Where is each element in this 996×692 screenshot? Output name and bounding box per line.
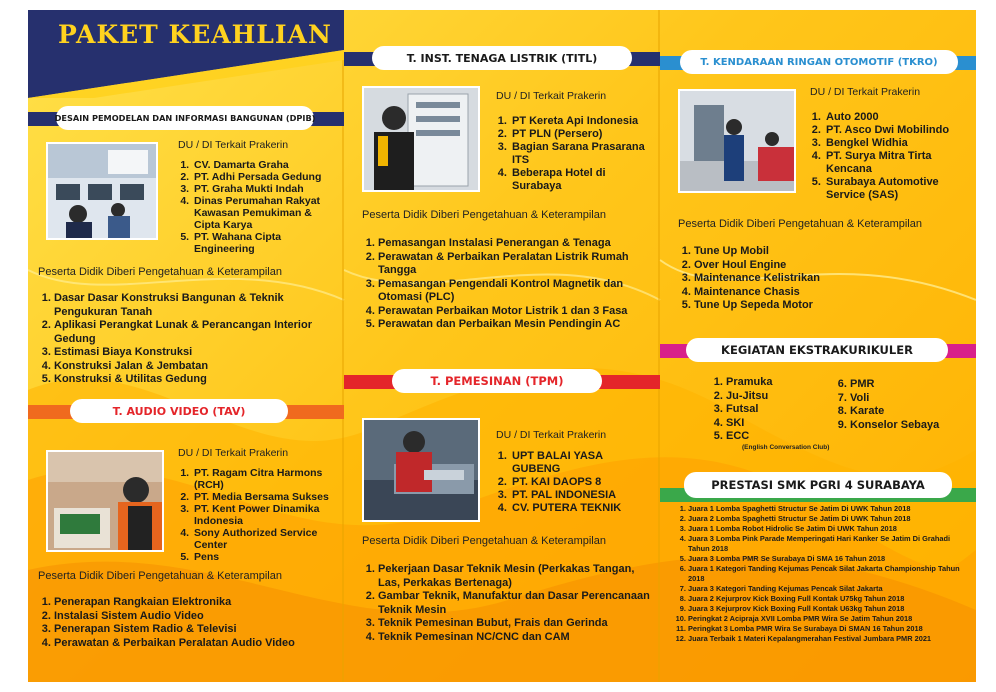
list-item: 1. Pemasangan Instalasi Penerangan & Tenaga bbox=[378, 237, 656, 251]
list-item: 4. Sony Authorized Service Center bbox=[192, 527, 334, 551]
tpm-title: T. PEMESINAN (TPM) bbox=[392, 369, 602, 393]
ekstra-left-list bbox=[710, 376, 830, 444]
list-item: 2. Over Houl Engine bbox=[694, 259, 968, 273]
column-left bbox=[28, 10, 344, 682]
list-item: 5. Juara 3 Lomba PMR Se Surabaya Di SMA 16 Tahun 2018 bbox=[688, 554, 970, 564]
tav-title: T. AUDIO VIDEO (TAV) bbox=[70, 399, 288, 423]
ekstra-title: KEGIATAN EKSTRAKURIKULER bbox=[686, 338, 948, 362]
list-item: 2. Aplikasi Perangkat Lunak & Perancangan Interior Gedung bbox=[54, 319, 338, 346]
list-item: 5. ECC bbox=[726, 430, 830, 444]
tkro-skills-list bbox=[678, 245, 968, 313]
list-item: 4. Juara 3 Lomba Pink Parade Memperingati Hari Kanker Se Jatim Di Grahadi Tahun 2018 bbox=[688, 534, 970, 554]
list-item: 4. Maintenance Chasis bbox=[694, 286, 968, 300]
list-item: 3. Bengkel Widhia bbox=[824, 137, 966, 150]
list-item: 5. Perawatan dan Perbaikan Mesin Pendingin AC bbox=[378, 318, 656, 332]
titl-skills-label: Peserta Didik Diberi Pengetahuan & Keterampilan bbox=[362, 209, 606, 221]
column-right bbox=[660, 10, 976, 682]
tav-du-list bbox=[178, 467, 334, 563]
tkro-title: T. KENDARAAN RINGAN OTOMOTIF (TKRO) bbox=[680, 50, 958, 74]
list-item: 9. Juara 3 Kejurprov Kick Boxing Full Kontak U63kg Tahun 2018 bbox=[688, 604, 970, 614]
list-item: 3. Penerapan Sistem Radio & Televisi bbox=[54, 623, 338, 637]
dpib-photo bbox=[46, 142, 158, 240]
tpm-skills-list bbox=[362, 563, 656, 644]
list-item: 2. Perawatan & Perbaikan Peralatan Listrik Rumah Tangga bbox=[378, 251, 656, 278]
tpm-skills-label: Peserta Didik Diberi Pengetahuan & Keterampilan bbox=[362, 535, 606, 547]
list-item: 4. PT. Surya Mitra Tirta Kencana bbox=[824, 150, 966, 176]
list-item: 9. Konselor Sebaya bbox=[850, 419, 974, 433]
brochure-sheet bbox=[28, 10, 976, 682]
list-item: 2. Gambar Teknik, Manufaktur dan Dasar Perencanaan Teknik Mesin bbox=[378, 590, 656, 617]
list-item: 11. Peringkat 3 Lomba PMR Wira Se Surabaya Di SMAN 16 Tahun 2018 bbox=[688, 624, 970, 634]
list-item: 6. Juara 1 Kategori Tanding Kejumas Pencak Silat Jakarta Championship Tahun 2018 bbox=[688, 564, 970, 584]
tpm-photo bbox=[362, 418, 480, 522]
list-item: 2. Instalasi Sistem Audio Video bbox=[54, 610, 338, 624]
list-item: 4. Beberapa Hotel di Surabaya bbox=[510, 167, 646, 193]
list-item: 3. Maintenance Kelistrikan bbox=[694, 272, 968, 286]
tkro-du-label: DU / DI Terkait Prakerin bbox=[810, 86, 921, 98]
list-item: 1. CV. Damarta Graha bbox=[192, 159, 328, 171]
dpib-skills-label: Peserta Didik Diberi Pengetahuan & Keterampilan bbox=[38, 266, 282, 278]
dpib-du-list bbox=[178, 159, 328, 255]
list-item: 2. PT. KAI DAOPS 8 bbox=[510, 476, 646, 489]
titl-title: T. INST. TENAGA LISTRIK (TITL) bbox=[372, 46, 632, 70]
list-item: 6. PMR bbox=[850, 378, 974, 392]
list-item: 1. Dasar Dasar Konstruksi Bangunan & Teknik Pengukuran Tanah bbox=[54, 292, 338, 319]
list-item: 3. PT. Graha Mukti Indah bbox=[192, 183, 328, 195]
tav-skills-label: Peserta Didik Diberi Pengetahuan & Keterampilan bbox=[38, 570, 282, 582]
list-item: 3. Juara 1 Lomba Robot Hidrolic Se Jatim Di UWK Tahun 2018 bbox=[688, 524, 970, 534]
list-item: 1. Juara 1 Lomba Spaghetti Structur Se Jatim Di UWK Tahun 2018 bbox=[688, 504, 970, 514]
dpib-du-label: DU / DI Terkait Prakerin bbox=[178, 139, 289, 151]
list-item: 4. Perawatan & Perbaikan Peralatan Audio Video bbox=[54, 637, 338, 651]
titl-photo bbox=[362, 86, 480, 192]
list-item: 1. Pekerjaan Dasar Teknik Mesin (Perkakas Tangan, Las, Perkakas Bertenaga) bbox=[378, 563, 656, 590]
column-middle bbox=[344, 10, 660, 682]
tpm-du-label: DU / DI Terkait Prakerin bbox=[496, 429, 607, 441]
list-item: 1. Tune Up Mobil bbox=[694, 245, 968, 259]
list-item: 5. Tune Up Sepeda Motor bbox=[694, 299, 968, 313]
main-title: PAKET KEAHLIAN bbox=[58, 20, 332, 49]
titl-skills-list bbox=[362, 237, 656, 332]
list-item: 4. Dinas Perumahan Rakyat Kawasan Pemukiman & Cipta Karya bbox=[192, 195, 328, 231]
list-item: 4. CV. PUTERA TEKNIK bbox=[510, 502, 646, 515]
tav-skills-list bbox=[38, 596, 338, 650]
list-item: 3. Pemasangan Pengendali Kontrol Magnetik dan Otomasi (PLC) bbox=[378, 278, 656, 305]
list-item: 8. Juara 2 Kejurprov Kick Boxing Full Kontak U75kg Tahun 2018 bbox=[688, 594, 970, 604]
tpm-du-list bbox=[496, 450, 646, 515]
list-item: 2. PT. Media Bersama Sukses bbox=[192, 491, 334, 503]
list-item: 4. Perawatan Perbaikan Motor Listrik 1 dan 3 Fasa bbox=[378, 305, 656, 319]
list-item: 3. Teknik Pemesinan Bubut, Frais dan Gerinda bbox=[378, 617, 656, 631]
list-item: 12. Juara Terbaik 1 Materi Kepalangmerahan Festival Jumbara PMR 2021 bbox=[688, 634, 970, 644]
list-item: 1. Auto 2000 bbox=[824, 111, 966, 124]
list-item: 4. Teknik Pemesinan NC/CNC dan CAM bbox=[378, 631, 656, 645]
titl-du-list bbox=[496, 115, 646, 193]
list-item: 5. PT. Wahana Cipta Engineering bbox=[192, 231, 328, 255]
prestasi-title: PRESTASI SMK PGRI 4 SURABAYA bbox=[684, 472, 952, 498]
list-item: 1. Pramuka bbox=[726, 376, 830, 390]
list-item: 7. Juara 3 Kategori Tanding Kejumas Pencak Silat Jakarta bbox=[688, 584, 970, 594]
ekstra-note: (English Conversation Club) bbox=[742, 444, 830, 451]
tkro-du-list bbox=[810, 111, 966, 202]
list-item: 5. Konstruksi & Utilitas Gedung bbox=[54, 373, 338, 387]
list-item: 5. Surabaya Automotive Service (SAS) bbox=[824, 176, 966, 202]
list-item: 8. Karate bbox=[850, 405, 974, 419]
dpib-title: DESAIN PEMODELAN DAN INFORMASI BANGUNAN (DPIB) bbox=[56, 106, 314, 130]
list-item: 3. Bagian Sarana Prasarana ITS bbox=[510, 141, 646, 167]
list-item: 1. UPT BALAI YASA GUBENG bbox=[510, 450, 646, 476]
list-item: 3. Estimasi Biaya Konstruksi bbox=[54, 346, 338, 360]
list-item: 3. PT. PAL INDONESIA bbox=[510, 489, 646, 502]
titl-du-label: DU / DI Terkait Prakerin bbox=[496, 90, 607, 102]
list-item: 2. Juara 2 Lomba Spaghetti Structur Se Jatim Di UWK Tahun 2018 bbox=[688, 514, 970, 524]
list-item: 4. Konstruksi Jalan & Jembatan bbox=[54, 360, 338, 374]
list-item: 2. PT. Asco Dwi Mobilindo bbox=[824, 124, 966, 137]
list-item: 3. PT. Kent Power Dinamika Indonesia bbox=[192, 503, 334, 527]
list-item: 1. PT. Ragam Citra Harmons (RCH) bbox=[192, 467, 334, 491]
tav-photo bbox=[46, 450, 164, 552]
prestasi-list bbox=[674, 504, 970, 644]
list-item: 3. Futsal bbox=[726, 403, 830, 417]
list-item: 2. Ju-Jitsu bbox=[726, 390, 830, 404]
list-item: 4. SKI bbox=[726, 417, 830, 431]
list-item: 7. Voli bbox=[850, 392, 974, 406]
tkro-skills-label: Peserta Didik Diberi Pengetahuan & Keterampilan bbox=[678, 218, 922, 230]
list-item: 2. PT. Adhi Persada Gedung bbox=[192, 171, 328, 183]
dpib-skills-list bbox=[38, 292, 338, 387]
tkro-photo bbox=[678, 89, 796, 193]
list-item: 5. Pens bbox=[192, 551, 334, 563]
list-item: 10. Peringkat 2 Aciprajа XVII Lomba PMR Wira Se Jatim Tahun 2018 bbox=[688, 614, 970, 624]
list-item: 1. Penerapan Rangkaian Elektronika bbox=[54, 596, 338, 610]
tav-du-label: DU / DI Terkait Prakerin bbox=[178, 447, 289, 459]
ekstra-right-list bbox=[834, 378, 974, 432]
list-item: 1. PT Kereta Api Indonesia bbox=[510, 115, 646, 128]
list-item: 2. PT PLN (Persero) bbox=[510, 128, 646, 141]
